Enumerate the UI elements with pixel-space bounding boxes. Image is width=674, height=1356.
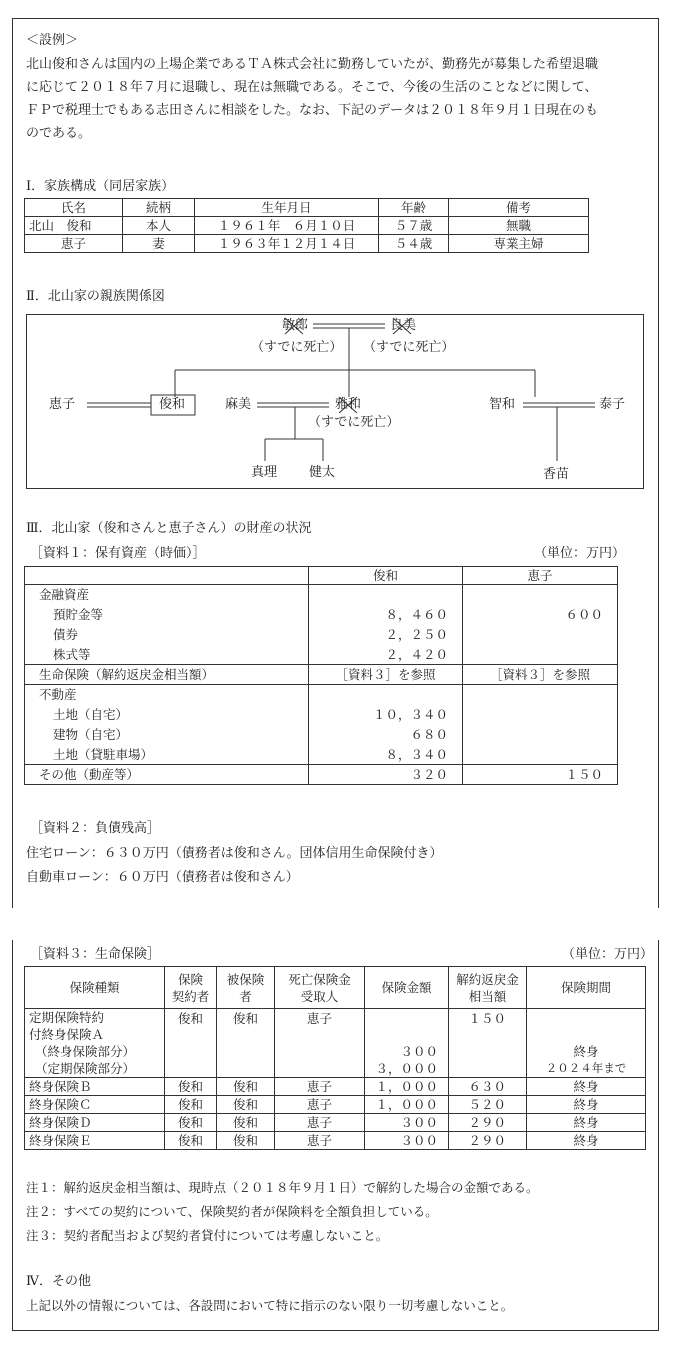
cell [365, 1026, 449, 1043]
cell [463, 725, 618, 745]
cell [165, 1060, 217, 1078]
cell: ５７歳 [379, 217, 449, 235]
table-row [25, 1060, 646, 1078]
table-row [25, 725, 618, 745]
header-blank [25, 567, 309, 585]
header-amount: 保険金額 [365, 967, 449, 1009]
header-beneficiary: 死亡保険金 受取人 [275, 967, 365, 1009]
cell: １，０００ [365, 1096, 449, 1114]
cell [449, 1060, 527, 1078]
cell: 俊和 [165, 1096, 217, 1114]
cell: ３００ [365, 1132, 449, 1150]
header-insured: 被保険者 [217, 967, 275, 1009]
person-asami: 麻美 [225, 397, 252, 412]
cell: 定期保険特約 [25, 1009, 165, 1027]
intro-heading: ＜設例＞ [26, 33, 79, 48]
debt-title: ［資料２：負債残高］ [30, 821, 161, 836]
table-header-row [25, 567, 618, 585]
header-remarks: 備考 [449, 199, 589, 217]
row-label: 生命保険（解約返戻金相当額） [25, 665, 309, 685]
section3-title: Ⅲ．北山家（俊和さんと恵子さん）の財産の状況 [26, 521, 312, 536]
cell: 終身 [527, 1096, 646, 1114]
header-name: 氏名 [25, 199, 123, 217]
cell [463, 705, 618, 725]
cell: ３００ [365, 1043, 449, 1060]
table-row [25, 765, 618, 785]
insurance-table-title: ［資料３：生命保険］ [30, 947, 161, 962]
table-row [25, 1114, 646, 1132]
cell: 付終身保険Ａ [25, 1026, 165, 1043]
person-keiko: 恵子 [49, 397, 76, 412]
intro-line: ＦＰで税理士でもある志田さんに相談をした。なお、下記のデータは２０１８年９月１日現在のも [26, 103, 599, 118]
section2-title: Ⅱ．北山家の親族関係図 [26, 289, 165, 304]
cell: 俊和 [165, 1010, 217, 1027]
cell: 終身 [527, 1132, 646, 1150]
cell: ２，４２０ [309, 645, 463, 665]
person-grandmother: 良美 [390, 318, 417, 333]
cell: 俊和 [217, 1010, 275, 1027]
cell: ６３０ [449, 1078, 527, 1096]
cell [365, 1009, 449, 1027]
section1-title: Ⅰ．家族構成（同居家族） [26, 179, 175, 194]
cell: ３００ [365, 1114, 449, 1132]
cell: 俊和 [165, 1114, 217, 1132]
cell [527, 1009, 646, 1027]
cell [309, 685, 463, 705]
note-3: 注３：契約者配当および契約者貸付については考慮しないこと。 [26, 1228, 389, 1243]
header-type: 保険種類 [25, 967, 165, 1009]
row-label: 金融資産 [25, 585, 309, 605]
section4-title: Ⅳ．その他 [26, 1274, 91, 1289]
cell: 終身 [527, 1078, 646, 1096]
cell: １５０ [463, 765, 618, 785]
cell [275, 1060, 365, 1078]
family-table [24, 198, 589, 253]
table-header-row [25, 199, 589, 217]
table-row [25, 685, 618, 705]
row-label: 土地（自宅） [25, 705, 309, 725]
assets-table-title: ［資料１：保有資産（時価）］ [30, 546, 206, 561]
person-grandfather: 敏郎 [282, 318, 309, 333]
cell: 俊和 [217, 1078, 275, 1096]
cell: 俊和 [217, 1114, 275, 1132]
cell: 妻 [123, 235, 195, 253]
family-tree-diagram [26, 314, 644, 489]
cell: 北山 俊和 [25, 217, 123, 235]
cell: 俊和 [217, 1132, 275, 1150]
cell: 恵子 [275, 1096, 365, 1114]
cell: 終身 [527, 1043, 646, 1060]
cell: 恵子 [275, 1114, 365, 1132]
debt-line: 自動車ローン：６０万円（債務者は俊和さん） [26, 870, 299, 885]
table-row [25, 705, 618, 725]
insurance-table [24, 966, 646, 1150]
cell [449, 1043, 527, 1060]
header-toshikazu: 俊和 [309, 567, 463, 585]
cell: ６８０ [309, 725, 463, 745]
intro-line: 北山俊和さんは国内の上場企業であるＴＡ株式会社に勤務していたが、勤務先が募集した希望退職 [26, 57, 599, 72]
table-row [25, 217, 589, 235]
table-row [25, 625, 618, 645]
cell: ［資料３］を参照 [309, 665, 463, 685]
cell: １９６１年 ６月１０日 [195, 217, 379, 235]
cell: １，０００ [365, 1078, 449, 1096]
cell: 恵子 [275, 1010, 365, 1027]
cell: 終身保険Ｂ [25, 1078, 165, 1096]
sibling-deceased-note: （すでに死亡） [308, 415, 400, 430]
cell [463, 645, 618, 665]
assets-table-unit: （単位：万円） [534, 546, 626, 561]
cell: ５４歳 [379, 235, 449, 253]
cell: １９６３年１２月１４日 [195, 235, 379, 253]
row-label: 不動産 [25, 685, 309, 705]
cell: 恵子 [25, 235, 123, 253]
cell: ２９０ [449, 1114, 527, 1132]
row-label: 預貯金等 [25, 605, 309, 625]
cell [275, 1043, 365, 1060]
cell [463, 585, 618, 605]
cell: ５２０ [449, 1096, 527, 1114]
assets-table [24, 566, 618, 785]
debt-line: 住宅ローン：６３０万円（債務者は俊和さん。団体信用生命保険付き） [26, 846, 443, 861]
table-row [25, 665, 618, 685]
table-header-row [25, 967, 646, 1009]
table-row [25, 1078, 646, 1096]
cell: 終身 [527, 1114, 646, 1132]
cell: ８，３４０ [309, 745, 463, 765]
table-row [25, 605, 618, 625]
note-1: 注１：解約返戻金相当額は、現時点（２０１８年９月１日）で解約した場合の金額である。 [26, 1180, 539, 1195]
person-sibling: 雅和 [335, 397, 362, 412]
cell: 終身保険Ｃ [25, 1096, 165, 1114]
cell: ６００ [463, 605, 618, 625]
header-surrender-value: 解約返戻金 相当額 [449, 967, 527, 1009]
cell: （終身保険部分） [25, 1043, 165, 1060]
table-row [25, 1026, 646, 1043]
cell [463, 685, 618, 705]
row-label: 土地（貸駐車場） [25, 745, 309, 765]
person-kenta: 健太 [309, 465, 336, 480]
grandfather-deceased-note: （すでに死亡） [251, 340, 343, 355]
table-row [25, 1096, 646, 1114]
cell: ８，４６０ [309, 605, 463, 625]
cell [165, 1043, 217, 1060]
person-toshikazu: 俊和 [159, 397, 186, 412]
intro-paragraph [26, 53, 651, 145]
table-row [25, 1043, 646, 1060]
cell: 終身保険Ｄ [25, 1114, 165, 1132]
header-period: 保険期間 [527, 967, 646, 1009]
cell: 無職 [449, 217, 589, 235]
cell: １０，３４０ [309, 705, 463, 725]
row-label: 株式等 [25, 645, 309, 665]
cell: 恵子 [275, 1132, 365, 1150]
row-label: 建物（自宅） [25, 725, 309, 745]
cell: （定期保険部分） [25, 1060, 165, 1078]
cell [217, 1043, 275, 1060]
table-row [25, 235, 589, 253]
cell: 俊和 [165, 1132, 217, 1150]
cell: ［資料３］を参照 [463, 665, 618, 685]
cell: 終身保険Ｅ [25, 1132, 165, 1150]
cell: 恵子 [275, 1078, 365, 1096]
header-birthdate: 生年月日 [195, 199, 379, 217]
row-label: その他（動産等） [25, 765, 309, 785]
header-relation: 続柄 [123, 199, 195, 217]
section4-text: 上記以外の情報については、各設問において特に指示のない限り一切考慮しないこと。 [26, 1298, 514, 1313]
note-2: 注２：すべての契約について、保険契約者が保険料を全額負担している。 [26, 1204, 438, 1219]
table-row [25, 645, 618, 665]
cell [217, 1060, 275, 1078]
cell: 俊和 [165, 1078, 217, 1096]
cell [463, 625, 618, 645]
table-row [25, 585, 618, 605]
header-age: 年齢 [379, 199, 449, 217]
cell [309, 585, 463, 605]
cell: 本人 [123, 217, 195, 235]
intro-line: のである。 [26, 126, 92, 141]
person-mari: 真理 [251, 465, 278, 480]
intro-line: に応じて２０１８年７月に退職し、現在は無職である。そこで、今後の生活のことなどに関して、 [26, 80, 598, 95]
cell: １５０ [449, 1010, 527, 1027]
grandmother-deceased-note: （すでに死亡） [363, 340, 455, 355]
person-kanae: 香苗 [543, 467, 570, 482]
person-yasuko: 泰子 [599, 397, 626, 412]
cell: ２９０ [449, 1132, 527, 1150]
cell: ３，０００ [365, 1060, 449, 1078]
cell: ３２０ [309, 765, 463, 785]
cell [463, 745, 618, 765]
insurance-table-unit: （単位：万円） [562, 947, 654, 962]
header-keiko: 恵子 [463, 567, 618, 585]
cell: ２，２５０ [309, 625, 463, 645]
cell: 専業主婦 [449, 235, 589, 253]
table-row [25, 745, 618, 765]
row-label: 債券 [25, 625, 309, 645]
cell [527, 1026, 646, 1043]
cell: ２０２４年まで [527, 1060, 646, 1078]
table-row [25, 1132, 646, 1150]
cell: 俊和 [217, 1096, 275, 1114]
header-policyholder: 保険 契約者 [165, 967, 217, 1009]
person-tomokazu: 智和 [489, 397, 516, 412]
